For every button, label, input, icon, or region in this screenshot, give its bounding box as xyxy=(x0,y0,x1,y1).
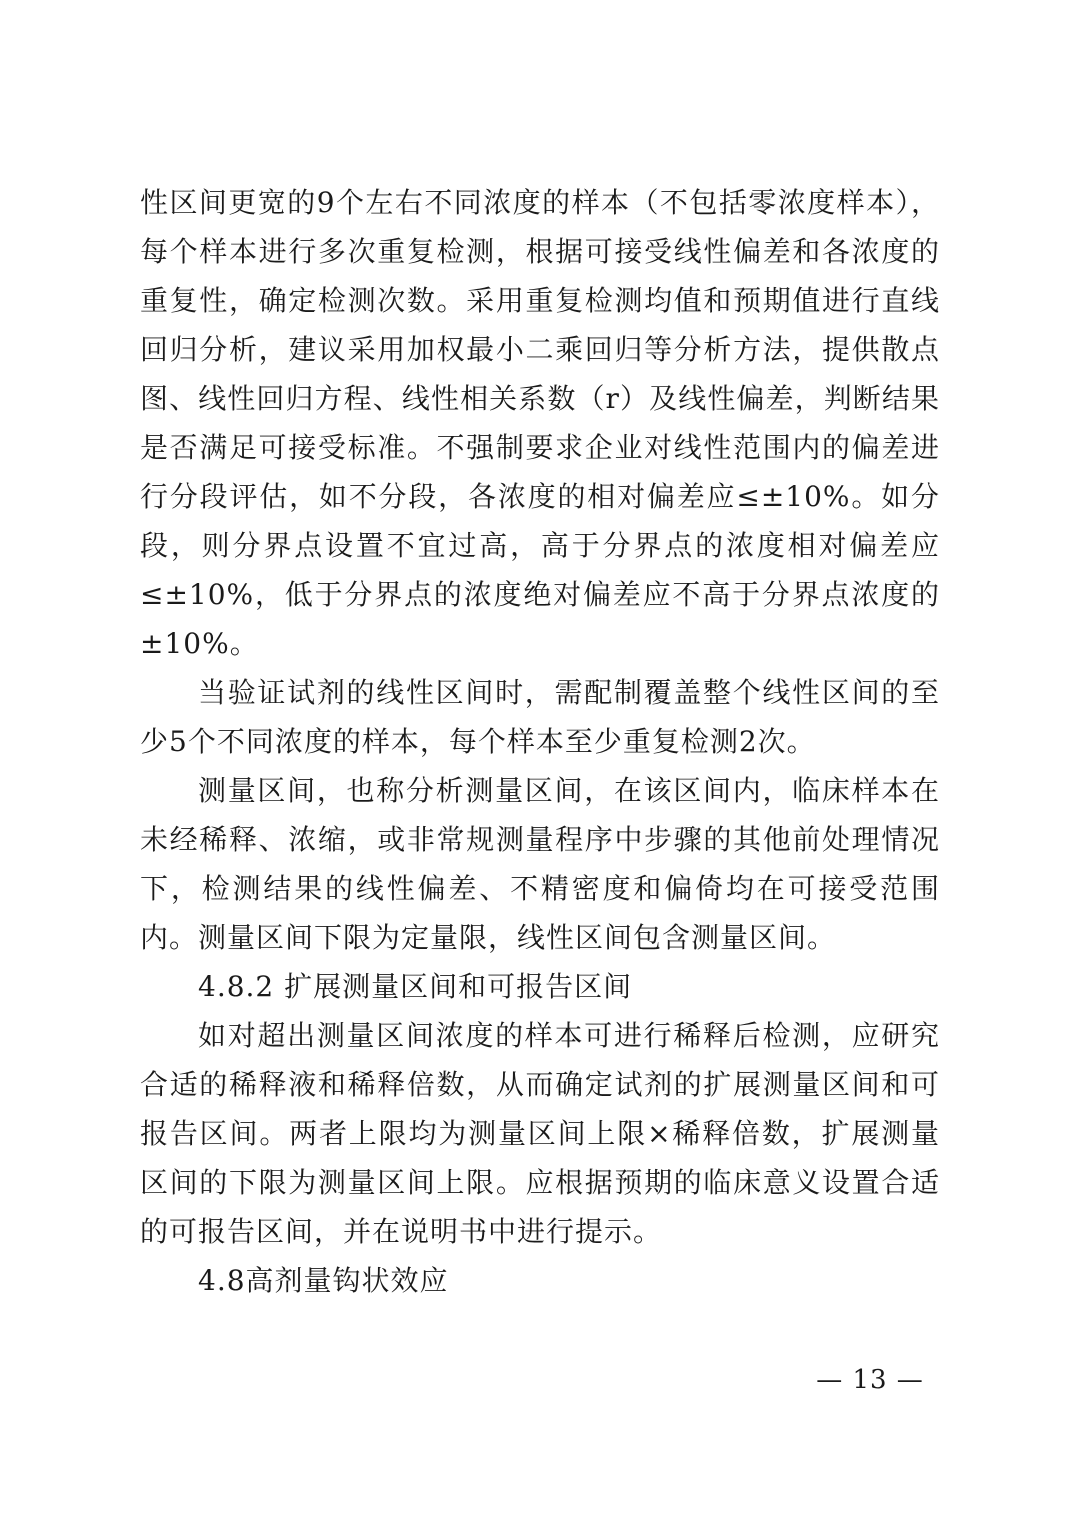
paragraph-linearity-continued: 性区间更宽的9个左右不同浓度的样本（不包括零浓度样本），每个样本进行多次重复检测，根据可接受线性偏差和各浓度的重复性，确定检测次数。采用重复检测均值和预期值进行直线回归分析，建议采用加权最小二乘回归等分析方法，提供散点图、线性回归方程、线性相关系数（r）及线性偏差，判断结果是否满足可接受标准。不强制要求企业对线性范围内的偏差进行分段评估，如不分段，各浓度的相对偏差应≤±10%。如分段，则分界点设置不宜过高，高于分界点的浓度相对偏差应≤±10%，低于分界点的浓度绝对偏差应不高于分界点浓度的±10%。 xyxy=(140,186,940,660)
paragraph-measuring-interval: 测量区间，也称分析测量区间，在该区间内，临床样本在未经稀释、浓缩，或非常规测量程序中步骤的其他前处理情况下，检测结果的线性偏差、不精密度和偏倚均在可接受范围内。测量区间下限为定量限，线性区间包含测量区间。 xyxy=(140,774,940,954)
section-heading-hook-effect: 4.8高剂量钩状效应 xyxy=(198,1264,449,1297)
section-heading-extended-interval: 4.8.2 扩展测量区间和可报告区间 xyxy=(198,970,633,1003)
page-number: — 13 — xyxy=(816,1365,924,1395)
paragraph-extended-interval: 如对超出测量区间浓度的样本可进行稀释后检测，应研究合适的稀释液和稀释倍数，从而确定试剂的扩展测量区间和可报告区间。两者上限均为测量区间上限×稀释倍数，扩展测量区间的下限为测量区间上限。应根据预期的临床意义设置合适的可报告区间，并在说明书中进行提示。 xyxy=(140,1019,940,1248)
paragraph-linearity-verification: 当验证试剂的线性区间时，需配制覆盖整个线性区间的至少5个不同浓度的样本，每个样本至少重复检测2次。 xyxy=(140,676,940,758)
document-body xyxy=(140,178,940,1305)
